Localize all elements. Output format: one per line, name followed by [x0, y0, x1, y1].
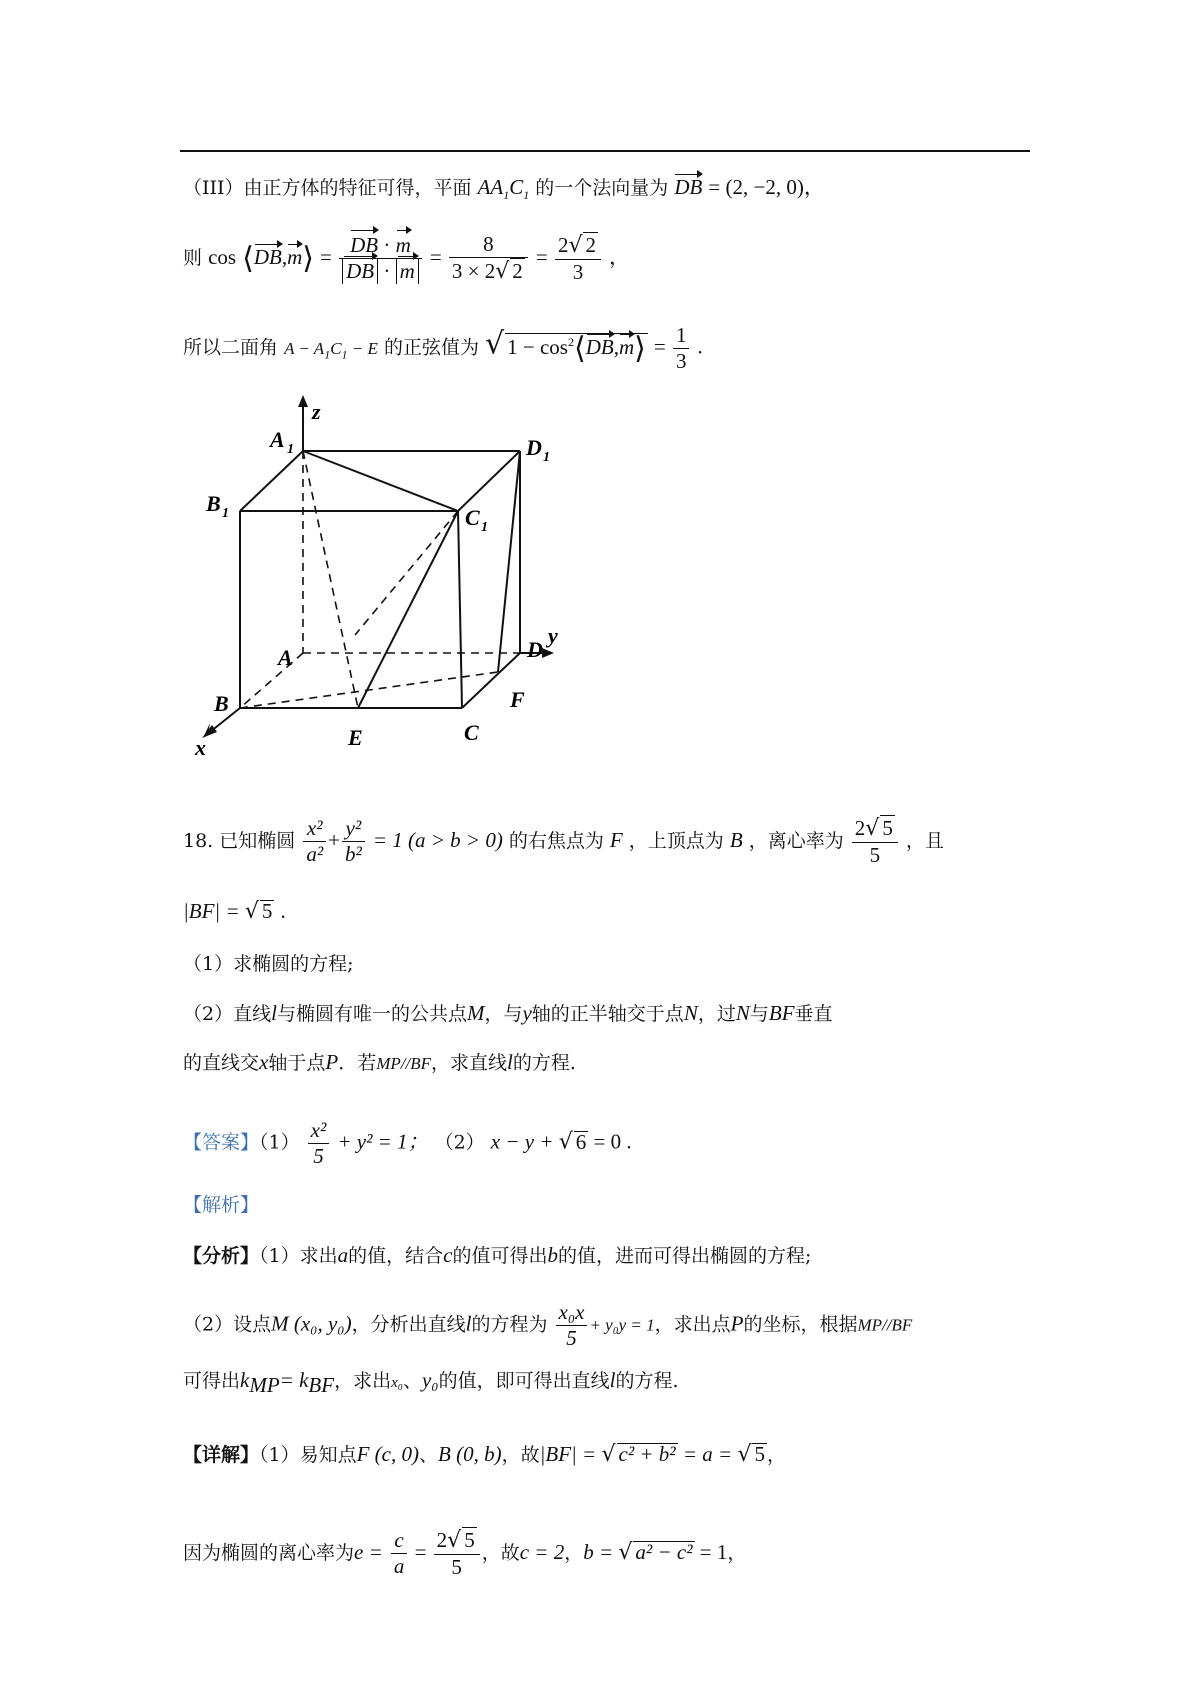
part3-mid: 的一个法向量为	[535, 177, 669, 199]
analysis-line1: 【分析】（1）求出a的值，结合c的值可得出b的值，进而可得出椭圆的方程;	[183, 1243, 812, 1267]
label-d: D	[527, 637, 543, 662]
cos-fraction: $\frac{DB \cdot m}{DB \cdot m}$	[339, 233, 422, 284]
answer-eq1-frac: $\frac{\text{x²}}{5}$	[308, 1118, 330, 1169]
header-rule	[180, 150, 1030, 152]
analysis-tag: 【解析】	[183, 1194, 260, 1216]
sine-prefix: 所以二面角	[183, 336, 279, 359]
label-d1: D	[526, 435, 542, 460]
label-a: A	[278, 645, 293, 670]
label-c: C	[464, 720, 479, 745]
label-e: E	[348, 725, 363, 750]
label-a1: A	[270, 427, 285, 452]
line-eq-frac: $\frac{\text{x₀x}}{5}$	[556, 1300, 588, 1351]
vector-db: DB	[674, 175, 703, 199]
label-f: F	[510, 687, 525, 712]
svg-text:1: 1	[543, 450, 550, 465]
label-c1: C	[465, 505, 480, 530]
part3-line2: 则 cos ⟨DB,m⟩ = $\frac{DB \cdot m}{DB \cdot m}$ = $\frac{8}{3 \times 2√ 2}$ = $\frac{2√ 2}{3}$ ，	[183, 232, 631, 285]
svg-text:1: 1	[287, 442, 294, 457]
detail-line2: 因为椭圆的离心率为e = $\frac{c}{a}$ = $\frac{2√ 5}{5}$ ，故c = 2，b = √ a² − c² = 1，	[183, 1528, 747, 1580]
analysis-line3: 可得出$k_{MP}= k_{BF}$，求出x₀、y₀的值，即可得出直线l的方程.	[183, 1368, 679, 1397]
ellipse-condition: = 1 (a > b > 0)	[372, 827, 503, 852]
label-b1: B	[206, 491, 221, 516]
sine-mid: 的正弦值为	[383, 336, 479, 359]
label-x: x	[195, 735, 206, 760]
label-b: B	[214, 691, 229, 716]
answer-line: 【答案】（1） $\frac{\text{x²}}{5}$ + y² = 1； （2） x − y + √ 6 = 0 .	[183, 1118, 632, 1169]
value-fraction: $\frac{8}{3 \times 2√ 2}$	[449, 232, 528, 286]
vector-db-value: = (2, −2, 0)，	[708, 175, 825, 199]
result-fraction: $\frac{2√ 2}{3}$	[555, 232, 601, 286]
sine-result: $\frac{1}{3}$	[673, 323, 690, 374]
problem18-line1: 18. 已知椭圆 $\frac{\text{x²}}{\text{a²}}$ + $\frac{\text{y²}}{\text{b²}}$ = 1 (a > b > 0) 的右焦点为 F ，上顶点为 B ，离心率为 $\frac{2√ 5}{5}$ ，且	[183, 816, 944, 868]
question-2-line2: 的直线交x轴于点P．若MP//BF，求直线l的方程.	[183, 1050, 576, 1074]
answer-tag: 【答案】	[183, 1131, 260, 1154]
part3-line1: （III）由正方体的特征可得，平面 $AA_1C_1$ 的一个法向量为 DB = (2, −2, 0)，	[183, 175, 825, 203]
cos-word: cos	[208, 244, 237, 269]
detail-line1: 【详解】（1）易知点F (c, 0)、B (0, b)，故|BF| = √ c² + b² = a = √ 5 ，	[183, 1442, 786, 1467]
plane-a: AA	[477, 175, 504, 199]
problem18-line2: |BF| = √ 5 .	[183, 899, 286, 924]
bf-length: |BF| =	[183, 899, 245, 923]
label-z: z	[312, 399, 321, 424]
plane-c: C	[509, 175, 524, 199]
part3-intro: （III）由正方体的特征可得，平面	[183, 177, 472, 199]
part3-line3: 所以二面角 $A - A_1C_1 - E$ 的正弦值为 √ $1 - \cos^2⟨DB,m⟩$ = $\frac{1}{3}$ .	[183, 323, 703, 374]
cos-prefix: 则	[183, 246, 203, 269]
question-2-line1: （2）直线l与椭圆有唯一的公共点M，与y轴的正半轴交于点N，过N与BF垂直	[183, 1001, 833, 1025]
problem-number: 18.	[183, 829, 214, 852]
eccentricity: $\frac{2√ 5}{5}$	[852, 815, 898, 869]
ellipse-x-term: $\frac{\text{x²}}{\text{a²}}$	[303, 816, 326, 867]
ellipse-y-term: $\frac{\text{y²}}{\text{b²}}$	[342, 816, 365, 867]
question-1: （1）求椭圆的方程;	[183, 953, 354, 975]
analysis-line2: （2）设点M (x₀, y₀)，分析出直线l的方程为 $\frac{\text{x₀x}}{5}$ + y₀y = 1，求出点P的坐标，根据MP//BF	[183, 1300, 913, 1351]
svg-text:1: 1	[481, 520, 488, 535]
cube-figure	[190, 395, 590, 765]
svg-text:1: 1	[222, 506, 229, 521]
label-y: y	[548, 623, 558, 648]
